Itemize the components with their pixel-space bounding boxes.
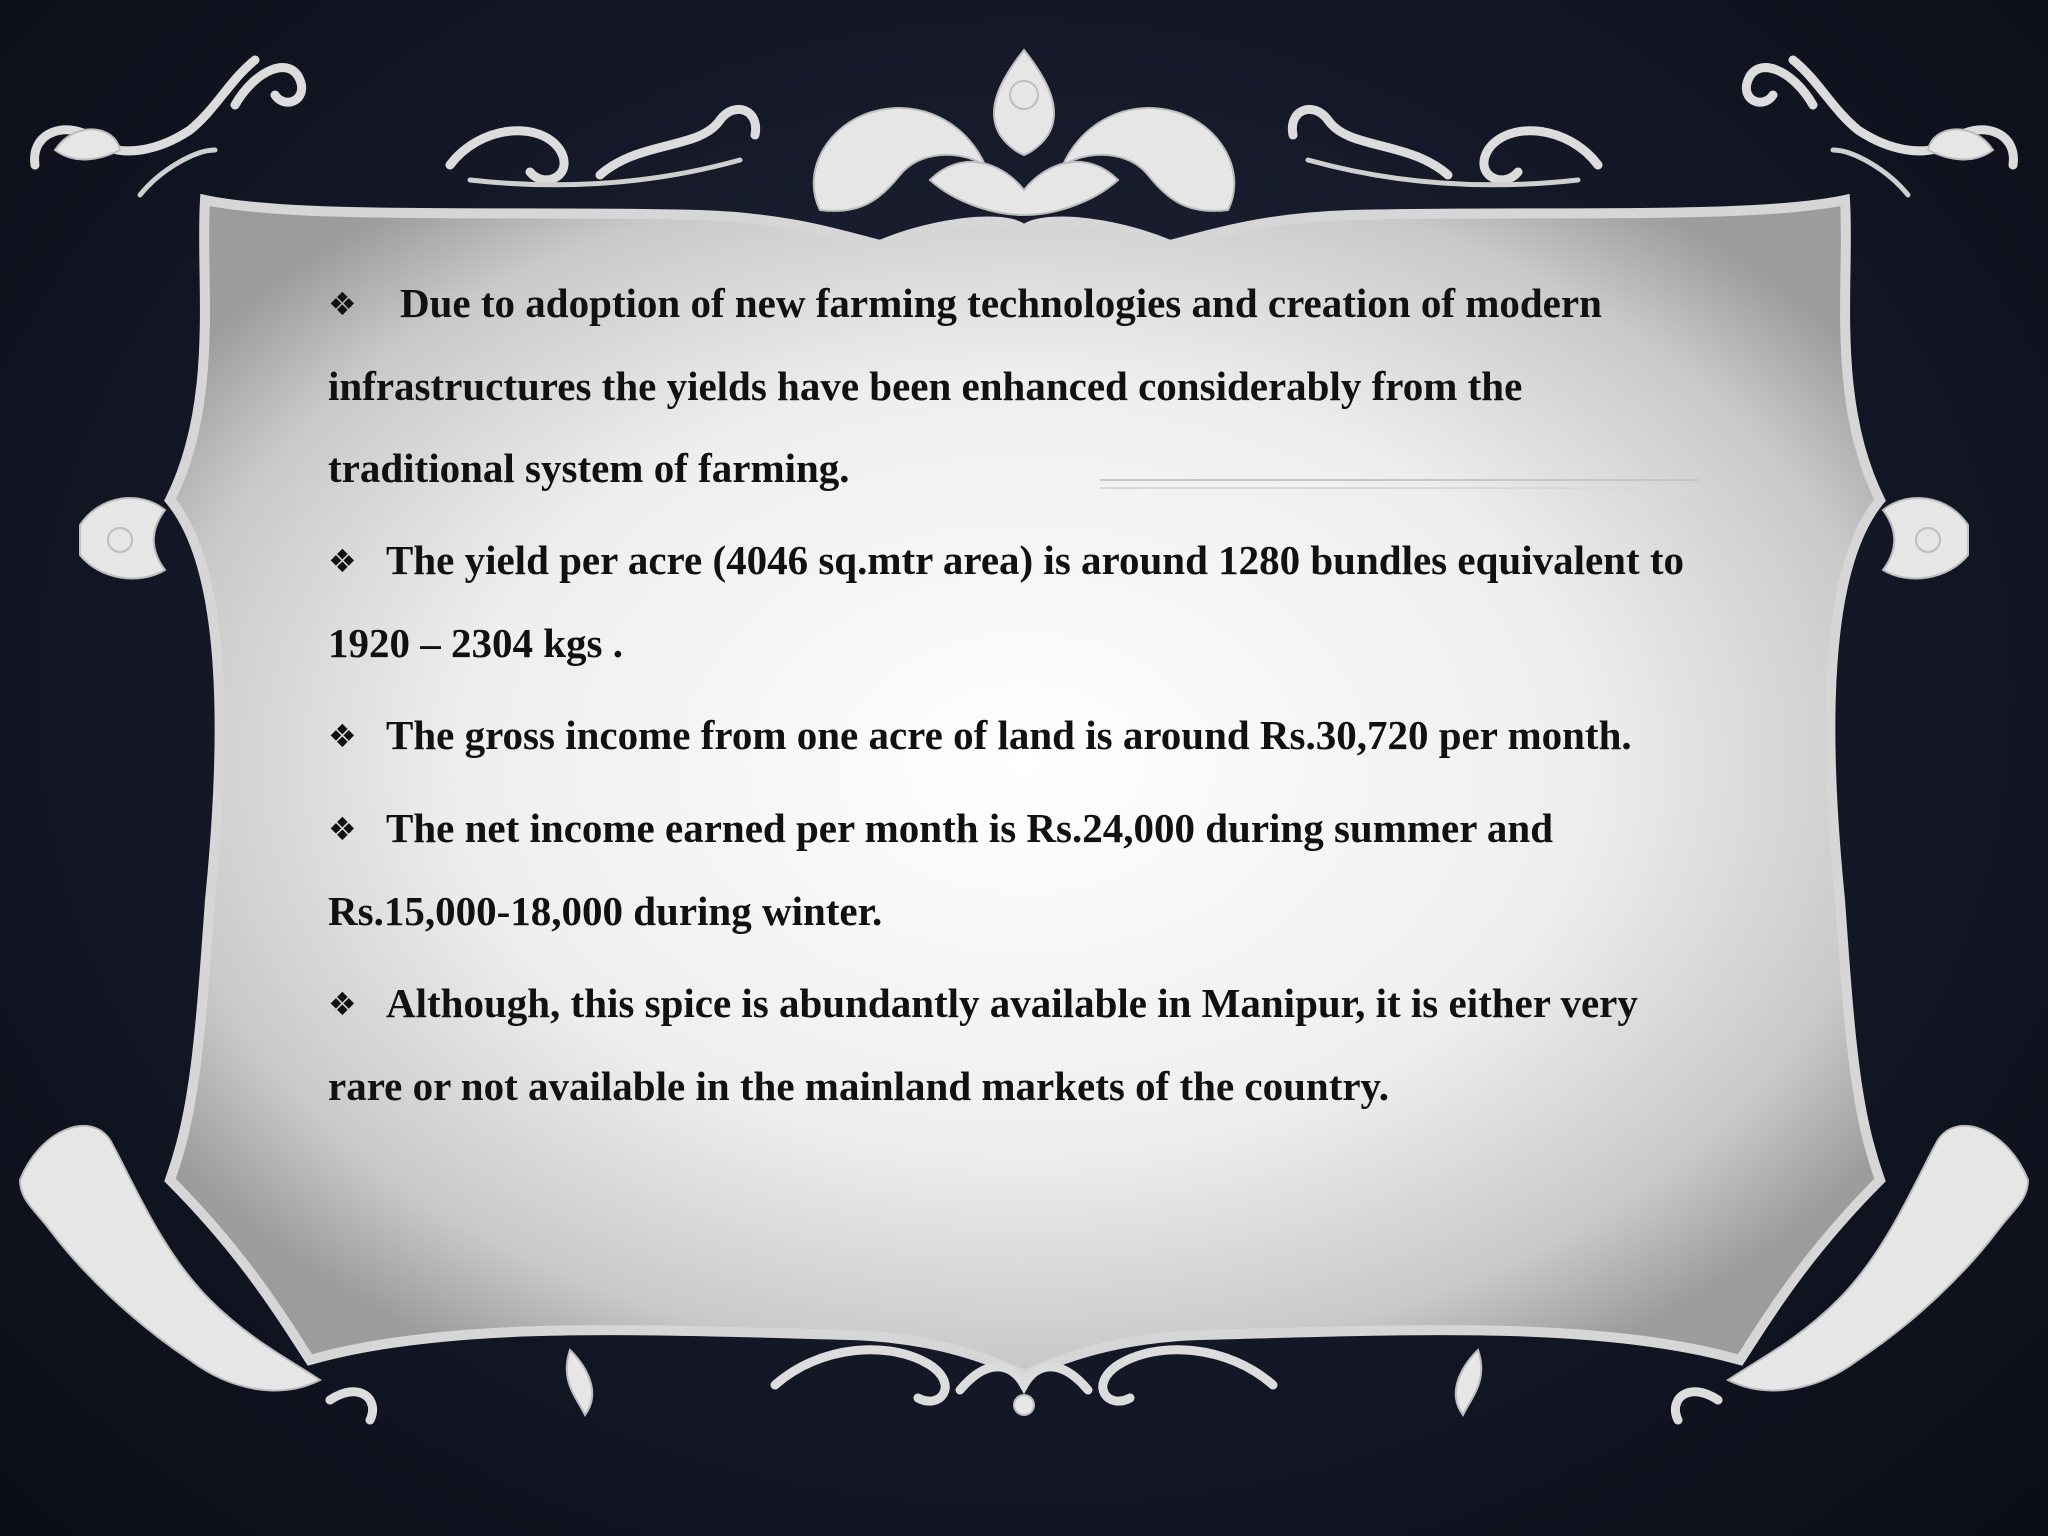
bullet-text: The net income earned per month is Rs.24,000 during summer and Rs.15,000-18,000 during winter. <box>328 805 1554 934</box>
top-right-scroll-icon <box>1292 109 1598 184</box>
bullet-list <box>328 262 1698 1137</box>
bullet-text: Due to adoption of new farming technologies and creation of modern infrastructures the yields have been enhanced considerably from the traditional system of farming. <box>328 280 1602 491</box>
bullet-item <box>328 694 1698 777</box>
bullet-item <box>328 962 1698 1127</box>
bullet-item <box>328 519 1698 684</box>
diamond-bullet-icon: ❖ <box>328 542 357 580</box>
right-side-medallion-icon <box>1883 498 1968 578</box>
top-right-corner-flourish-icon <box>1746 60 2013 195</box>
diamond-bullet-icon: ❖ <box>328 810 357 848</box>
bullet-item <box>328 787 1698 952</box>
diamond-bullet-icon: ❖ <box>328 717 357 755</box>
bullet-text: Although, this spice is abundantly available in Manipur, it is either very rare or not available in the mainland markets of the country. <box>328 980 1638 1109</box>
top-crest-icon <box>814 50 1235 215</box>
left-side-medallion-icon <box>80 498 165 578</box>
diamond-bullet-icon: ❖ <box>328 985 357 1023</box>
diamond-bullet-icon: ❖ <box>328 285 357 323</box>
bullet-item <box>328 262 1698 509</box>
bullet-text: The gross income from one acre of land is around Rs.30,720 per month. <box>386 712 1632 758</box>
top-left-corner-flourish-icon <box>35 60 302 195</box>
top-left-scroll-icon <box>450 109 756 184</box>
bullet-text: The yield per acre (4046 sq.mtr area) is around 1280 bundles equivalent to 1920 – 2304 kgs . <box>328 537 1685 666</box>
